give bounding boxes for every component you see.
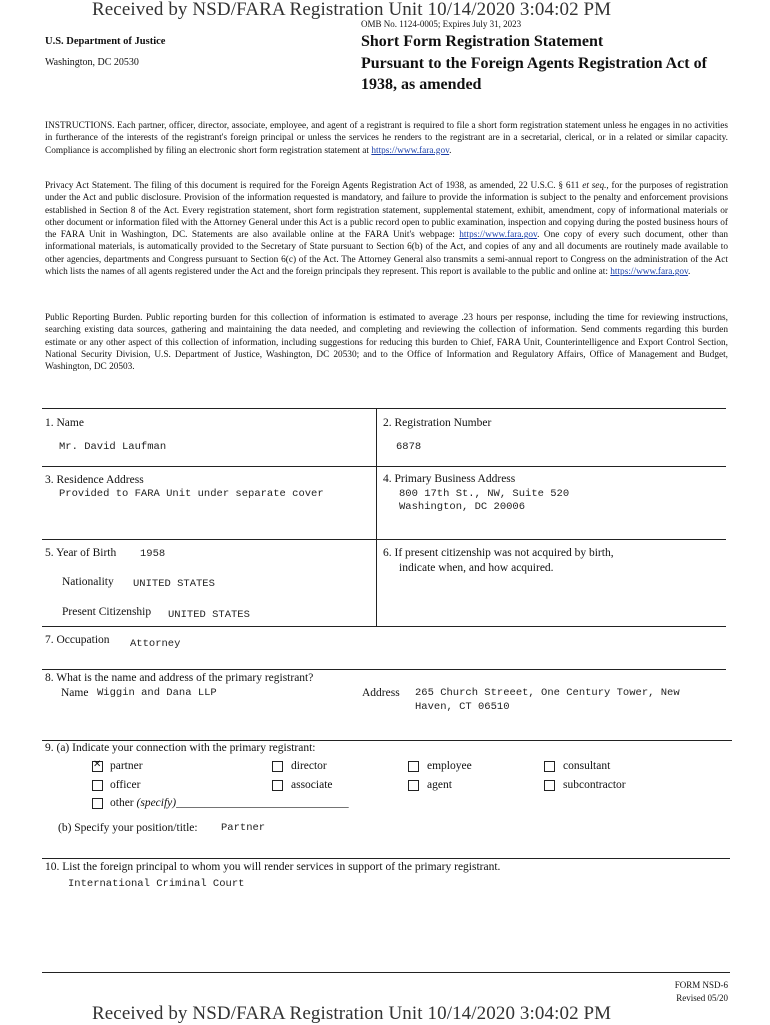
officer-checkbox[interactable] xyxy=(92,780,103,791)
burden-paragraph: Public Reporting Burden. Public reporting burden for this collection of information is estimated to average .23 hours per response, including the time for reviewing instructions, searching existing data sources, gathering and maintaining the data needed, and completing and reviewing the collection of information. Send comments regarding this burden estimate or any other aspect of this collection of information, including suggestions for reducing this burden to Chief, FARA Unit, Counterintelligence and Export Control Section, National Security Division, U.S. Department of Justice, Washington, DC 20530; and to the Office of Information and Regulatory Affairs, Office of Management and Budget, Washington, DC 20503. xyxy=(45,313,728,373)
privacy-paragraph xyxy=(45,180,728,278)
instructions-text: INSTRUCTIONS. Each partner, officer, director, associate, employee, and agent of a registrant is required to file a short form registration statement unless he engages in no activities in furtherance of the interests of the registrant's foreign principal or unless the services he renders to the registrant are in a secretarial, clerical, or in a related or similar capacity. Compliance is accomplished by filing an electronic short form registration statement at xyxy=(45,121,728,156)
row-rule-4 xyxy=(42,669,726,670)
q4-business-address-line-2: Washington, DC 20006 xyxy=(399,501,526,513)
q8-address-label: Address xyxy=(362,687,400,699)
fara-link-privacy-2[interactable]: https://www.fara.gov xyxy=(610,267,689,278)
nationality-label: Nationality xyxy=(62,576,114,588)
q8-registrant-label: 8. What is the name and address of the primary registrant? xyxy=(45,672,314,684)
form-top-rule xyxy=(42,408,726,409)
q7-occupation-value: Attorney xyxy=(130,638,181,650)
q8-name-label: Name xyxy=(61,687,89,699)
omb-number: OMB No. 1124-0005; Expires July 31, 2023 xyxy=(361,19,522,29)
q2-registration-label: 2. Registration Number xyxy=(383,417,492,429)
q6-label-line-1: 6. If present citizenship was not acquired by birth, xyxy=(383,547,614,559)
privacy-et-seq: et seq. xyxy=(582,181,607,191)
instructions-paragraph xyxy=(45,120,728,157)
subcontractor-checkbox[interactable] xyxy=(544,780,555,791)
page-title xyxy=(361,31,741,96)
fara-link-instructions[interactable]: https://www.fara.gov xyxy=(371,145,450,156)
department-name: U.S. Department of Justice xyxy=(45,36,166,47)
received-stamp-bottom: Received by NSD/FARA Registration Unit 10/14/2020 3:04:02 PM xyxy=(92,1003,612,1024)
department-location: Washington, DC 20530 xyxy=(45,57,139,68)
title-line-2: Pursuant to the Foreign Agents Registration Act of xyxy=(361,54,707,72)
q9b-position-label: (b) Specify your position/title: xyxy=(58,822,198,834)
partner-option-label: partner xyxy=(110,760,143,772)
q3-residence-label: 3. Residence Address xyxy=(45,474,144,486)
q5-birth-year-value: 1958 xyxy=(140,548,166,560)
employee-option-label: employee xyxy=(427,760,472,772)
q10-foreign-principal-label: 10. List the foreign principal to whom you will render services in support of the primary registrant. xyxy=(45,861,501,873)
other-option-label: other xyxy=(110,797,134,809)
other-option xyxy=(110,797,349,809)
subcontractor-option-label: subcontractor xyxy=(563,779,626,791)
citizenship-value: UNITED STATES xyxy=(168,609,250,621)
form-bottom-rule xyxy=(42,972,730,973)
q6-label-line-2: indicate when, and how acquired. xyxy=(399,562,554,574)
row-rule-1 xyxy=(42,466,726,467)
form-column-divider xyxy=(376,408,377,626)
privacy-text-2: , for the purposes of registration under the Act and public disclosure. Provision of the information requested is mandatory, and failure to provide the information is subject to the penalty and enforcement provisions established in Section 8 of the Act. Every registration statement, short form registration statement, supplemental statement, exhibit, amendment, copy of informational materials or other document or information filed with the Attorney General under this Act is a public record open to public examination, inspection and copying during the posted business hours of the FARA Unit in Washington, DC. Statements are also available online at the FARA Unit's webpage: xyxy=(45,181,728,241)
privacy-end: . xyxy=(688,267,691,278)
officer-option-label: officer xyxy=(110,779,141,791)
row-rule-3b xyxy=(376,626,726,627)
partner-checkbox[interactable] xyxy=(92,761,103,772)
privacy-text-3: . One copy of every such document, other than informational materials, is automatically provided to the Secretary of State pursuant to Section 6(b) of the Act, and copies of any and all documents are routinely made available to other agencies, departments and Congress pursuant to Section 6(c) of the Act. The Attorney General also transmits a semi-annual report to Congress on the administration of the Act which lists the names of all agents registered under the Act and the foreign principals they represent. This report is available to the public and online at: xyxy=(45,230,728,278)
director-option-label: director xyxy=(291,760,327,772)
consultant-checkbox[interactable] xyxy=(544,761,555,772)
agent-checkbox[interactable] xyxy=(408,780,419,791)
consultant-option-label: consultant xyxy=(563,760,611,772)
q8-address-line-2: Haven, CT 06510 xyxy=(415,701,510,713)
associate-option-label: associate xyxy=(291,779,333,791)
row-rule-5 xyxy=(42,740,732,741)
q8-address-line-1: 265 Church Streeet, One Century Tower, New xyxy=(415,687,680,699)
director-checkbox[interactable] xyxy=(272,761,283,772)
q4-business-address-line-1: 800 17th St., NW, Suite 520 xyxy=(399,488,570,500)
employee-checkbox[interactable] xyxy=(408,761,419,772)
instructions-end: . xyxy=(449,145,452,156)
row-rule-6 xyxy=(42,858,730,859)
q7-occupation-label: 7. Occupation xyxy=(45,634,110,646)
row-rule-2 xyxy=(42,539,726,540)
citizenship-label: Present Citizenship xyxy=(62,606,152,618)
q4-business-address-label: 4. Primary Business Address xyxy=(383,473,516,485)
q2-registration-value: 6878 xyxy=(396,441,422,453)
received-stamp-top: Received by NSD/FARA Registration Unit 10/14/2020 3:04:02 PM xyxy=(92,0,612,20)
q5-birth-year-label: 5. Year of Birth xyxy=(45,547,117,559)
q9b-position-value: Partner xyxy=(221,822,266,834)
q1-name-label: 1. Name xyxy=(45,417,84,429)
other-specify-line[interactable]: ______________________________ xyxy=(176,797,349,809)
nationality-value: UNITED STATES xyxy=(133,578,215,590)
form-revision: Revised 05/20 xyxy=(676,993,728,1003)
other-checkbox[interactable] xyxy=(92,798,103,809)
title-line-1: Short Form Registration Statement xyxy=(361,33,604,50)
form-id: FORM NSD-6 xyxy=(674,980,728,990)
agent-option-label: agent xyxy=(427,779,452,791)
title-line-3: 1938, as amended xyxy=(361,76,482,93)
associate-checkbox[interactable] xyxy=(272,780,283,791)
q10-foreign-principal-value: International Criminal Court xyxy=(68,878,245,890)
q9a-connection-label: 9. (a) Indicate your connection with the primary registrant: xyxy=(45,742,316,754)
q8-name-value: Wiggin and Dana LLP xyxy=(97,687,217,699)
row-rule-3 xyxy=(42,626,376,627)
fara-link-privacy-1[interactable]: https://www.fara.gov xyxy=(459,230,538,241)
privacy-text-1: Privacy Act Statement. The filing of this document is required for the Foreign Agents Registration Act of 1938, as amended, 22 U.S.C. § 611 xyxy=(45,181,583,191)
q1-name-value: Mr. David Laufman xyxy=(59,441,167,453)
other-specify-label: (specify) xyxy=(136,797,177,809)
q3-residence-value: Provided to FARA Unit under separate cover xyxy=(59,488,324,500)
